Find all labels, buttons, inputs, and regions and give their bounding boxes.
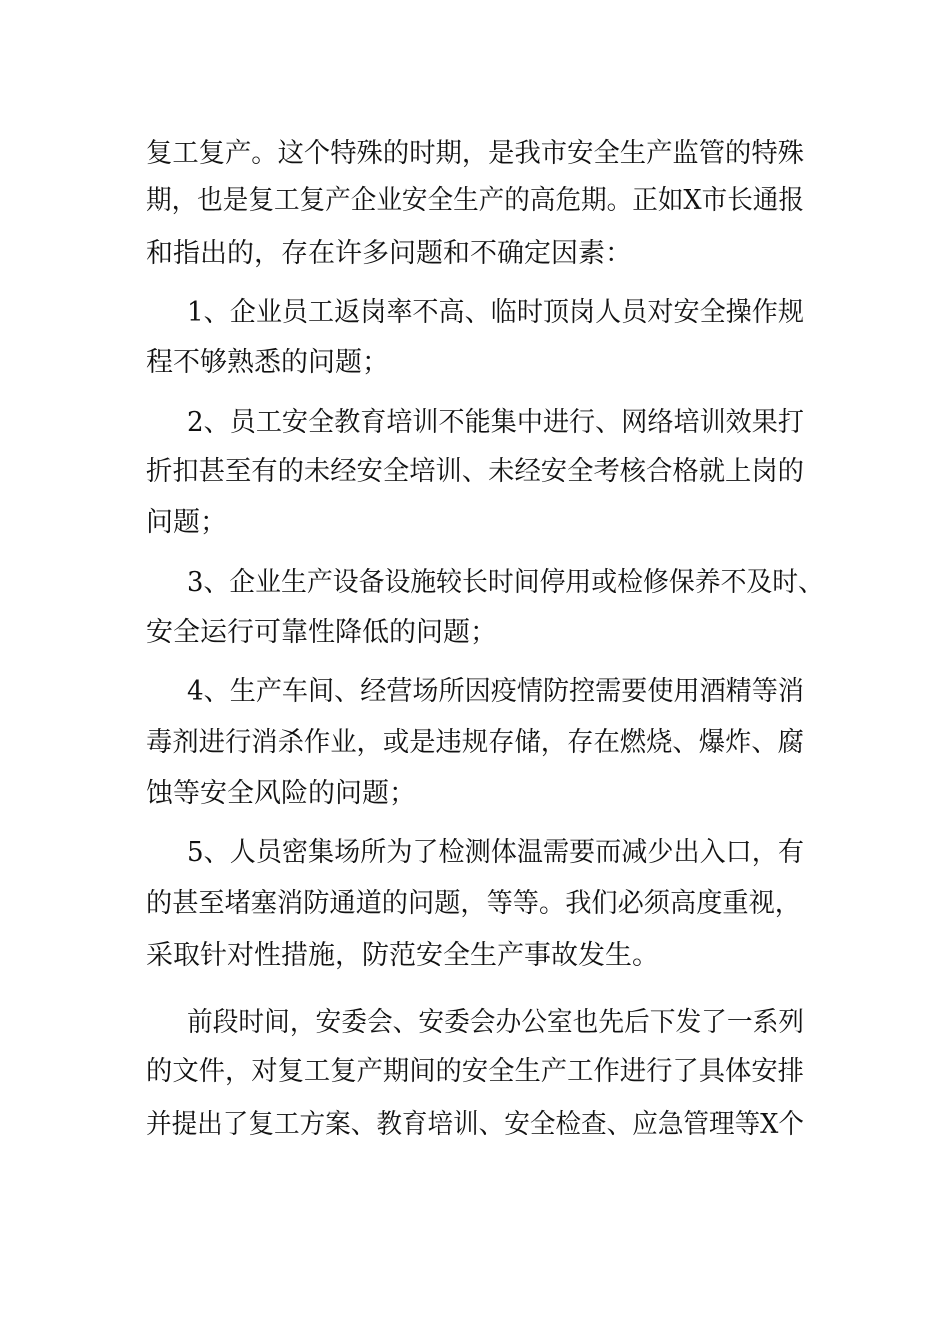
list-item-line: 问题； [146, 507, 227, 538]
text-line: 期，也是复工复产企业安全生产的高危期。正如X市长通报 [146, 185, 804, 216]
list-item-line: 2、员工安全教育培训不能集中进行、网络培训效果打 [187, 407, 804, 438]
list-item-line: 的甚至堵塞消防通道的问题，等等。我们必须高度重视， [146, 888, 801, 919]
text-line: 前段时间，安委会、安委会办公室也先后下发了一系列 [187, 1007, 804, 1038]
list-item-line: 程不够熟悉的问题； [146, 347, 389, 378]
list-item-line: 折扣甚至有的未经安全培训、未经安全考核合格就上岗的 [146, 456, 804, 487]
list-item-line: 毒剂进行消杀作业，或是违规存储，存在燃烧、爆炸、腐 [146, 727, 804, 758]
list-item-line: 安全运行可靠性降低的问题； [146, 617, 497, 648]
list-item-line: 4、生产车间、经营场所因疫情防控需要使用酒精等消 [187, 676, 804, 707]
text-line: 复工复产。这个特殊的时期，是我市安全生产监管的特殊 [146, 138, 804, 169]
list-item-line: 1、企业员工返岗率不高、临时顶岗人员对安全操作规 [187, 297, 804, 328]
text-line: 和指出的，存在许多问题和不确定因素： [146, 238, 632, 269]
list-item-line: 蚀等安全风险的问题； [146, 778, 416, 809]
list-item-line: 5、人员密集场所为了检测体温需要而减少出入口，有 [187, 837, 804, 868]
list-item-line: 采取针对性措施，防范安全生产事故发生。 [146, 940, 659, 971]
text-line: 的文件，对复工复产期间的安全生产工作进行了具体安排 [146, 1056, 804, 1087]
text-line: 并提出了复工方案、教育培训、安全检查、应急管理等X个 [146, 1109, 804, 1140]
list-item-line: 3、企业生产设备设施较长时间停用或检修保养不及时、 [187, 567, 824, 598]
